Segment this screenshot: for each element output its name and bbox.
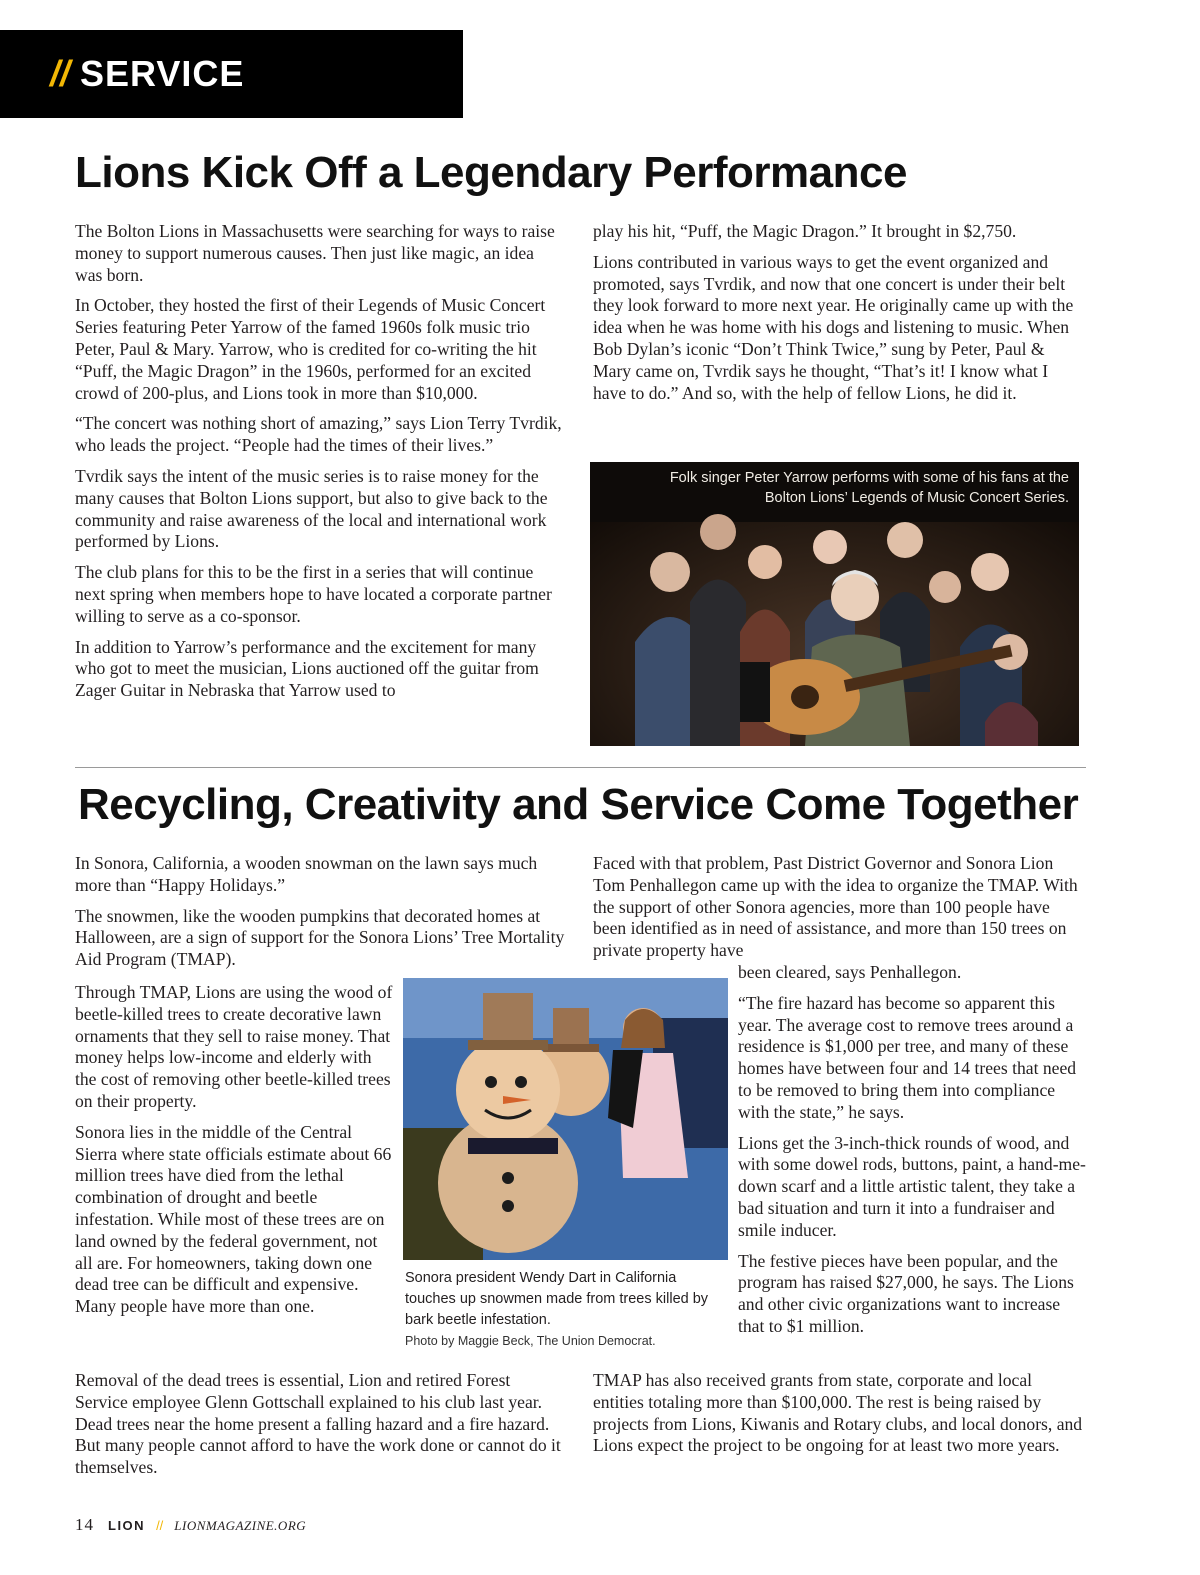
article2-left-mid-column — [75, 982, 395, 1327]
paragraph: Faced with that problem, Past District Governor and Sonora Lion Tom Penhallegon came up with the idea to organize the TMAP. With the support of other Sonora agencies, more than 100 people have been identified as in need of assistance, and more than 150 trees on private property have — [593, 853, 1078, 961]
page-footer — [75, 1515, 306, 1535]
paragraph: The Bolton Lions in Massachusetts were searching for ways to raise money to support numerous causes. Then just like magic, an idea was born. — [75, 221, 555, 285]
footer-slashes: // — [156, 1518, 164, 1533]
paragraph: In Sonora, California, a wooden snowman on the lawn says much more than “Happy Holidays.” — [75, 853, 538, 895]
paragraph: Tvrdik says the intent of the music series is to raise money for the many causes that Bolton Lions support, but also to give back to the community and raise awareness of the local and international work performed by Lions. — [75, 465, 548, 552]
paragraph: In October, they hosted the first of their Legends of Music Concert Series featuring Peter Yarrow of the famed 1960s folk music trio Peter, Paul & Mary. Yarrow, who is credited for co-writing the hit “Puff, the Magic Dragon” in the 1960s, performed for an excited crowd of 200-plus, and Lions took in more than $10,000. — [75, 295, 546, 403]
section-divider — [75, 767, 1086, 768]
snowmen-photo-caption — [405, 1268, 725, 1352]
paragraph: The snowmen, like the wooden pumpkins that decorated homes at Halloween, are a sign of support for the Sonora Lions’ Tree Mortality Aid Program (TMAP). — [75, 905, 565, 970]
paragraph: TMAP has also received grants from state, corporate and local entities totaling more than $100,000. The rest is being raised by projects from Lions, Kiwanis and Rotary clubs, and local donors, and Lions expect the project to be ongoing for at least two more years. — [593, 1370, 1083, 1456]
paragraph: Lions get the 3-inch-thick rounds of wood, and with some dowel rods, buttons, paint, a hand-me-down scarf and a little artistic talent, they take a bad situation and turn it into a fundraiser and smile inducer. — [738, 1132, 1086, 1240]
snowmen-photo — [403, 978, 728, 1260]
article2-title: Recycling, Creativity and Service Come Together — [78, 780, 1079, 829]
caption-line: Folk singer Peter Yarrow performs with some of his fans at the — [669, 470, 1069, 486]
article1-left-column — [75, 221, 565, 711]
concert-photo — [590, 462, 1079, 746]
section-slashes: // — [50, 53, 71, 94]
paragraph: “The concert was nothing short of amazing,” says Lion Terry Tvrdik, who leads the project. “People had the times of their lives.” — [75, 413, 562, 456]
paragraph: been cleared, says Penhallegon. — [738, 962, 962, 982]
paragraph: The club plans for this to be the first in a series that will continue next spring when members hope to have located a corporate partner willing to serve as a co-sponsor. — [75, 562, 552, 626]
photo-credit: Photo by Maggie Beck, The Union Democrat. — [405, 1334, 656, 1348]
paragraph: “The fire hazard has become so apparent this year. The average cost to remove trees around a residence is $1,000 per tree, and many of these homes have between four and 14 trees that need to be removed to bring them into compliance with the state,” he says. — [738, 992, 1077, 1122]
paragraph: Sonora lies in the middle of the Central Sierra where state officials estimate about 66 million trees have died from the lethal combination of drought and beetle infestation. While most of these trees are on land owned by the federal government, not all are. For homeowners, taking down one dead tree can be difficult and expensive. Many people have more than one. — [75, 1121, 392, 1317]
paragraph: Lions contributed in various ways to get the event organized and promoted, says Tvrdik, and now that one concert is under their belt they look forward to more next year. He originally came up with the idea when he was home with his dogs and listening to music. When Bob Dylan’s iconic “Don’t Think Twice,” sung by Peter, Paul & Mary came on, Tvrdik says he thought, “That’s it! I know what I have to do.” And so, with the help of fellow Lions, he did it. — [593, 251, 1074, 403]
concert-photo-caption — [670, 468, 1069, 508]
paragraph: Through TMAP, Lions are using the wood of beetle-killed trees to create decorative lawn ornaments that they sell to raise money. That money helps low-income and elderly with the cost of removing other beetle-killed trees on their property. — [75, 982, 393, 1111]
snowmen-photo-image — [403, 978, 728, 1260]
caption-line: Bolton Lions’ Legends of Music Concert Series. — [764, 490, 1069, 506]
footer-brand: LION — [108, 1518, 146, 1533]
article2-right-top-column — [593, 853, 1085, 962]
article1-right-column — [593, 221, 1085, 413]
caption-text: Sonora president Wendy Dart in California touches up snowmen made from trees killed by bark beetle infestation. — [405, 1270, 709, 1328]
article2-right-mid-column — [738, 962, 1086, 1347]
footer-site-link[interactable]: LIONMAGAZINE.ORG — [174, 1518, 307, 1533]
paragraph: The festive pieces have been popular, and the program has raised $27,000, he says. The Lions and other civic organizations want to increase that to $1 million. — [738, 1250, 1074, 1336]
article2-bottom-left-column — [75, 1370, 565, 1488]
section-label: SERVICE — [80, 53, 245, 94]
article1-title: Lions Kick Off a Legendary Performance — [75, 148, 907, 197]
article2-bottom-right-column — [593, 1370, 1085, 1466]
section-header — [0, 30, 463, 118]
article2-left-top-column — [75, 853, 565, 980]
paragraph: Removal of the dead trees is essential, Lion and retired Forest Service employee Glenn Gottschall explained to his club last year. Dead trees near the home present a falling hazard and a fire hazard. But many people cannot afford to have the work done or cannot do it themselves. — [75, 1370, 561, 1478]
page-number: 14 — [75, 1515, 94, 1534]
paragraph: In addition to Yarrow’s performance and the excitement for many who got to meet the musician, Lions auctioned off the guitar from Zager Guitar in Nebraska that Yarrow used to — [75, 636, 539, 701]
paragraph: play his hit, “Puff, the Magic Dragon.” It brought in $2,750. — [593, 221, 1017, 241]
